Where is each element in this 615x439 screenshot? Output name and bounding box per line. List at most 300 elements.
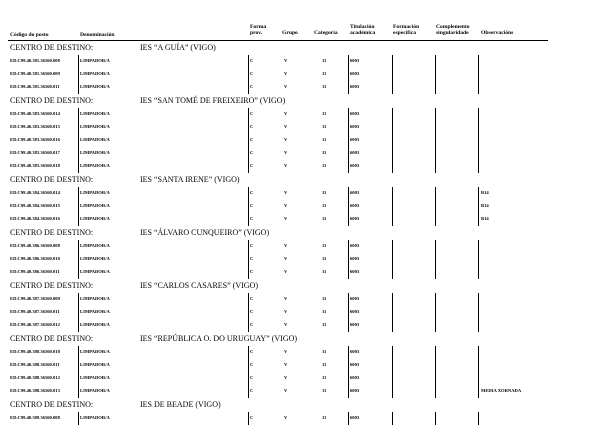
post-grupo: V xyxy=(284,150,288,155)
post-denomination: LIMPADOR/A xyxy=(80,362,110,367)
post-categoria: 11 xyxy=(322,349,327,354)
post-denomination: LIMPADOR/A xyxy=(80,190,110,195)
post-grupo: V xyxy=(284,256,288,261)
section-title xyxy=(0,94,615,108)
post-grupo: V xyxy=(284,203,288,208)
post-titulacion: 6003 xyxy=(350,243,360,248)
post-denomination: LIMPADOR/A xyxy=(80,71,110,76)
table-row xyxy=(0,213,615,226)
column-rule xyxy=(348,385,349,398)
column-rule xyxy=(78,412,79,425)
column-rule xyxy=(478,81,479,94)
column-rule xyxy=(478,147,479,160)
post-code: ED.C99.40.381.36560.011 xyxy=(10,84,60,89)
column-rule xyxy=(348,160,349,173)
post-titulacion: 6003 xyxy=(350,150,360,155)
column-rule xyxy=(478,200,479,213)
column-rule xyxy=(435,306,436,319)
column-rule xyxy=(435,319,436,332)
table-row xyxy=(0,134,615,147)
column-rule xyxy=(348,147,349,160)
column-rule xyxy=(348,134,349,147)
post-grupo: V xyxy=(284,124,288,129)
column-rule xyxy=(435,200,436,213)
header-grupo: Grupo xyxy=(282,30,298,36)
centre-name: IES “A GUÍA” (VIGO) xyxy=(140,43,216,52)
post-categoria: 11 xyxy=(322,243,327,248)
column-rule xyxy=(478,240,479,253)
column-rule xyxy=(348,240,349,253)
column-rule xyxy=(348,81,349,94)
post-observacions: MEDIA XORNADA xyxy=(481,388,522,393)
post-grupo: V xyxy=(284,163,288,168)
post-code: ED.C99.40.383.36560.015 xyxy=(10,124,60,129)
column-rule xyxy=(392,147,393,160)
post-denomination: LIMPADOR/A xyxy=(80,111,110,116)
table-row xyxy=(0,81,615,94)
column-rule xyxy=(248,160,249,173)
header-formacion: Formación específica xyxy=(393,24,420,36)
column-rule xyxy=(78,160,79,173)
column-rule xyxy=(348,359,349,372)
post-titulacion: 6003 xyxy=(350,190,360,195)
post-observacions: B14 xyxy=(481,216,489,221)
column-rule xyxy=(348,293,349,306)
post-code: ED.C99.40.387.36560.011 xyxy=(10,309,60,314)
centre-name: IES DE BEADE (VIGO) xyxy=(140,400,221,409)
column-rule xyxy=(478,385,479,398)
column-rule xyxy=(435,412,436,425)
column-rule xyxy=(78,55,79,68)
post-categoria: 11 xyxy=(322,84,327,89)
post-code: ED.C99.40.386.36560.008 xyxy=(10,243,60,248)
column-rule xyxy=(478,293,479,306)
post-forma: C xyxy=(250,269,254,274)
post-categoria: 11 xyxy=(322,124,327,129)
column-rule xyxy=(248,372,249,385)
post-code: ED.C99.40.384.36560.015 xyxy=(10,203,60,208)
table-row xyxy=(0,293,615,306)
post-categoria: 11 xyxy=(322,296,327,301)
section-title xyxy=(0,332,615,346)
post-forma: C xyxy=(250,150,254,155)
post-categoria: 11 xyxy=(322,415,327,420)
destination-section xyxy=(0,41,615,94)
centre-name: IES “REPÚBLICA O. DO URUGUAY” (VIGO) xyxy=(140,334,298,343)
column-rule xyxy=(392,134,393,147)
post-categoria: 11 xyxy=(322,111,327,116)
post-titulacion: 6003 xyxy=(350,375,360,380)
post-grupo: V xyxy=(284,216,288,221)
post-grupo: V xyxy=(284,309,288,314)
column-rule xyxy=(435,253,436,266)
column-rule xyxy=(435,293,436,306)
post-code: ED.C99.40.383.36560.017 xyxy=(10,150,60,155)
column-rule xyxy=(248,293,249,306)
post-titulacion: 6003 xyxy=(350,322,360,327)
post-titulacion: 6003 xyxy=(350,296,360,301)
column-rule xyxy=(78,108,79,121)
column-rule xyxy=(392,385,393,398)
post-grupo: V xyxy=(284,84,288,89)
table-row xyxy=(0,372,615,385)
table-row xyxy=(0,346,615,359)
post-categoria: 11 xyxy=(322,203,327,208)
post-forma: C xyxy=(250,388,254,393)
post-denomination: LIMPADOR/A xyxy=(80,243,110,248)
post-denomination: LIMPADOR/A xyxy=(80,150,110,155)
column-rule xyxy=(392,266,393,279)
column-rule xyxy=(392,121,393,134)
centre-name: IES “CARLOS CASARES” (VIGO) xyxy=(140,281,258,290)
column-rule xyxy=(248,319,249,332)
column-rule xyxy=(78,372,79,385)
destination-section xyxy=(0,173,615,226)
column-rule xyxy=(392,160,393,173)
post-categoria: 11 xyxy=(322,137,327,142)
post-categoria: 11 xyxy=(322,216,327,221)
column-rule xyxy=(78,187,79,200)
table-row xyxy=(0,385,615,398)
column-rule xyxy=(348,68,349,81)
post-grupo: V xyxy=(284,388,288,393)
post-forma: C xyxy=(250,124,254,129)
column-rule xyxy=(478,372,479,385)
column-rule xyxy=(248,346,249,359)
destination-section xyxy=(0,279,615,332)
column-rule xyxy=(248,385,249,398)
post-grupo: V xyxy=(284,111,288,116)
column-rule xyxy=(78,240,79,253)
column-rule xyxy=(348,200,349,213)
table-row xyxy=(0,240,615,253)
column-rule xyxy=(248,68,249,81)
column-rule xyxy=(248,213,249,226)
column-rule xyxy=(78,213,79,226)
column-rule xyxy=(348,412,349,425)
section-label: CENTRO DE DESTINO: xyxy=(10,175,94,184)
column-rule xyxy=(78,293,79,306)
post-code: ED.C99.40.387.36560.009 xyxy=(10,296,60,301)
header-complemento: Complemento singularidade xyxy=(436,24,470,36)
column-rule xyxy=(435,359,436,372)
section-label: CENTRO DE DESTINO: xyxy=(10,400,94,409)
post-categoria: 11 xyxy=(322,309,327,314)
column-rule xyxy=(478,346,479,359)
post-forma: C xyxy=(250,256,254,261)
post-titulacion: 6003 xyxy=(350,388,360,393)
post-grupo: V xyxy=(284,362,288,367)
post-grupo: V xyxy=(284,296,288,301)
centre-name: IES “ÁLVARO CUNQUEIRO” (VIGO) xyxy=(140,228,270,237)
post-categoria: 11 xyxy=(322,375,327,380)
section-title xyxy=(0,279,615,293)
column-rule xyxy=(248,240,249,253)
post-grupo: V xyxy=(284,322,288,327)
post-denomination: LIMPADOR/A xyxy=(80,388,110,393)
header-observacions: Observacións xyxy=(481,30,514,36)
column-rule xyxy=(248,147,249,160)
post-categoria: 11 xyxy=(322,388,327,393)
column-rule xyxy=(78,266,79,279)
column-rule xyxy=(248,359,249,372)
post-denomination: LIMPADOR/A xyxy=(80,415,110,420)
post-titulacion: 6003 xyxy=(350,203,360,208)
post-code: ED.C99.40.387.36560.012 xyxy=(10,322,60,327)
column-rule xyxy=(392,306,393,319)
header-forma: Forma prov. xyxy=(250,24,267,36)
column-rule xyxy=(392,81,393,94)
column-rule xyxy=(478,319,479,332)
table-row xyxy=(0,68,615,81)
column-rule xyxy=(248,266,249,279)
column-rule xyxy=(435,108,436,121)
post-forma: C xyxy=(250,349,254,354)
post-grupo: V xyxy=(284,137,288,142)
post-code: ED.C99.40.383.36560.016 xyxy=(10,137,60,142)
post-denomination: LIMPADOR/A xyxy=(80,256,110,261)
section-title xyxy=(0,226,615,240)
post-categoria: 11 xyxy=(322,269,327,274)
post-forma: C xyxy=(250,163,254,168)
column-rule xyxy=(78,346,79,359)
column-rule xyxy=(348,306,349,319)
column-rule xyxy=(392,359,393,372)
table-row xyxy=(0,359,615,372)
column-rule xyxy=(78,200,79,213)
column-rule xyxy=(348,213,349,226)
section-title xyxy=(0,173,615,187)
post-code: ED.C99.40.383.36560.014 xyxy=(10,111,60,116)
post-code: ED.C99.40.388.36560.013 xyxy=(10,388,60,393)
column-rule xyxy=(248,55,249,68)
post-denomination: LIMPADOR/A xyxy=(80,124,110,129)
column-rule xyxy=(478,187,479,200)
table-row xyxy=(0,200,615,213)
column-rule xyxy=(392,293,393,306)
post-grupo: V xyxy=(284,349,288,354)
table-row xyxy=(0,266,615,279)
post-grupo: V xyxy=(284,415,288,420)
column-rule xyxy=(435,346,436,359)
column-rule xyxy=(478,68,479,81)
post-grupo: V xyxy=(284,375,288,380)
column-rule xyxy=(435,121,436,134)
column-rule xyxy=(435,213,436,226)
post-titulacion: 6003 xyxy=(350,71,360,76)
centre-name: IES “SAN TOMÉ DE FREIXEIRO” (VIGO) xyxy=(140,96,286,105)
column-rule xyxy=(392,253,393,266)
column-rule xyxy=(392,372,393,385)
post-code: ED.C99.40.388.36560.011 xyxy=(10,362,60,367)
column-rule xyxy=(435,81,436,94)
post-forma: C xyxy=(250,322,254,327)
post-code: ED.C99.40.389.36560.008 xyxy=(10,415,60,420)
post-categoria: 11 xyxy=(322,150,327,155)
column-rule xyxy=(478,266,479,279)
column-rule xyxy=(435,55,436,68)
header-categoria: Categoría xyxy=(314,30,338,36)
post-denomination: LIMPADOR/A xyxy=(80,137,110,142)
column-rule xyxy=(348,266,349,279)
post-categoria: 11 xyxy=(322,71,327,76)
post-categoria: 11 xyxy=(322,322,327,327)
column-rule xyxy=(435,240,436,253)
table-row xyxy=(0,160,615,173)
post-forma: C xyxy=(250,84,254,89)
column-rule xyxy=(78,319,79,332)
column-rule xyxy=(78,253,79,266)
post-forma: C xyxy=(250,58,254,63)
column-rule xyxy=(78,359,79,372)
post-forma: C xyxy=(250,415,254,420)
column-rule xyxy=(78,385,79,398)
column-rule xyxy=(435,147,436,160)
table-row xyxy=(0,253,615,266)
post-code: ED.C99.40.381.36560.008 xyxy=(10,58,60,63)
column-rule xyxy=(478,253,479,266)
post-forma: C xyxy=(250,71,254,76)
post-categoria: 11 xyxy=(322,190,327,195)
post-code: ED.C99.40.381.36560.009 xyxy=(10,71,60,76)
post-grupo: V xyxy=(284,243,288,248)
column-rule xyxy=(392,108,393,121)
post-categoria: 11 xyxy=(322,163,327,168)
post-forma: C xyxy=(250,216,254,221)
post-grupo: V xyxy=(284,58,288,63)
post-titulacion: 6003 xyxy=(350,84,360,89)
header-denominacion: Denominación xyxy=(80,32,115,38)
post-grupo: V xyxy=(284,269,288,274)
post-observacions: B14 xyxy=(481,203,489,208)
post-titulacion: 6003 xyxy=(350,137,360,142)
post-code: ED.C99.40.386.36560.011 xyxy=(10,269,60,274)
destination-section xyxy=(0,226,615,279)
post-titulacion: 6003 xyxy=(350,111,360,116)
column-rule xyxy=(248,108,249,121)
post-denomination: LIMPADOR/A xyxy=(80,349,110,354)
table-row xyxy=(0,306,615,319)
post-titulacion: 6003 xyxy=(350,124,360,129)
post-titulacion: 6003 xyxy=(350,58,360,63)
section-title xyxy=(0,41,615,55)
column-rule xyxy=(78,121,79,134)
post-titulacion: 6003 xyxy=(350,216,360,221)
post-denomination: LIMPADOR/A xyxy=(80,296,110,301)
post-titulacion: 6003 xyxy=(350,256,360,261)
post-forma: C xyxy=(250,203,254,208)
post-titulacion: 6003 xyxy=(350,349,360,354)
column-rule xyxy=(348,121,349,134)
centre-name: IES “SANTA IRENE” (VIGO) xyxy=(140,175,240,184)
destination-section xyxy=(0,398,615,425)
section-label: CENTRO DE DESTINO: xyxy=(10,281,94,290)
table-row xyxy=(0,121,615,134)
column-rule xyxy=(348,372,349,385)
column-rule xyxy=(435,160,436,173)
table-row xyxy=(0,55,615,68)
table-row xyxy=(0,108,615,121)
post-forma: C xyxy=(250,309,254,314)
column-rule xyxy=(348,253,349,266)
column-rule xyxy=(435,187,436,200)
post-titulacion: 6003 xyxy=(350,362,360,367)
header-codigo: Código do posto xyxy=(10,32,49,38)
column-rule xyxy=(478,55,479,68)
post-titulacion: 6003 xyxy=(350,163,360,168)
post-forma: C xyxy=(250,296,254,301)
post-code: ED.C99.40.384.36560.016 xyxy=(10,216,60,221)
post-denomination: LIMPADOR/A xyxy=(80,322,110,327)
column-rule xyxy=(348,319,349,332)
column-rule xyxy=(78,134,79,147)
post-denomination: LIMPADOR/A xyxy=(80,216,110,221)
column-rule xyxy=(435,385,436,398)
column-rule xyxy=(435,266,436,279)
column-rule xyxy=(248,81,249,94)
column-rule xyxy=(478,108,479,121)
table-row xyxy=(0,319,615,332)
post-code: ED.C99.40.386.36560.010 xyxy=(10,256,60,261)
destination-section xyxy=(0,332,615,398)
post-titulacion: 6003 xyxy=(350,309,360,314)
post-denomination: LIMPADOR/A xyxy=(80,269,110,274)
column-rule xyxy=(248,253,249,266)
post-denomination: LIMPADOR/A xyxy=(80,203,110,208)
column-rule xyxy=(435,68,436,81)
post-denomination: LIMPADOR/A xyxy=(80,163,110,168)
post-grupo: V xyxy=(284,71,288,76)
post-denomination: LIMPADOR/A xyxy=(80,84,110,89)
post-forma: C xyxy=(250,190,254,195)
post-categoria: 11 xyxy=(322,362,327,367)
column-rule xyxy=(248,134,249,147)
column-rule xyxy=(248,200,249,213)
table-row xyxy=(0,412,615,425)
column-rule xyxy=(248,187,249,200)
column-rule xyxy=(248,306,249,319)
post-forma: C xyxy=(250,375,254,380)
column-rule xyxy=(248,121,249,134)
column-rule xyxy=(392,68,393,81)
post-code: ED.C99.40.388.36560.012 xyxy=(10,375,60,380)
post-code: ED.C99.40.388.36560.010 xyxy=(10,349,60,354)
post-forma: C xyxy=(250,111,254,116)
column-rule xyxy=(435,134,436,147)
destination-section xyxy=(0,94,615,173)
sections-container xyxy=(0,41,615,425)
column-rule xyxy=(348,346,349,359)
column-rule xyxy=(435,372,436,385)
column-rule xyxy=(392,346,393,359)
post-denomination: LIMPADOR/A xyxy=(80,309,110,314)
section-label: CENTRO DE DESTINO: xyxy=(10,228,94,237)
post-denomination: LIMPADOR/A xyxy=(80,375,110,380)
column-rule xyxy=(478,213,479,226)
column-rule xyxy=(78,81,79,94)
table-row xyxy=(0,147,615,160)
column-rule xyxy=(478,121,479,134)
column-rule xyxy=(392,213,393,226)
header-titulacion: Titulación académica xyxy=(350,24,376,36)
column-rule xyxy=(78,147,79,160)
post-code: ED.C99.40.383.36560.018 xyxy=(10,163,60,168)
post-forma: C xyxy=(250,362,254,367)
table-row xyxy=(0,187,615,200)
section-label: CENTRO DE DESTINO: xyxy=(10,96,94,105)
column-rule xyxy=(392,187,393,200)
post-forma: C xyxy=(250,137,254,142)
